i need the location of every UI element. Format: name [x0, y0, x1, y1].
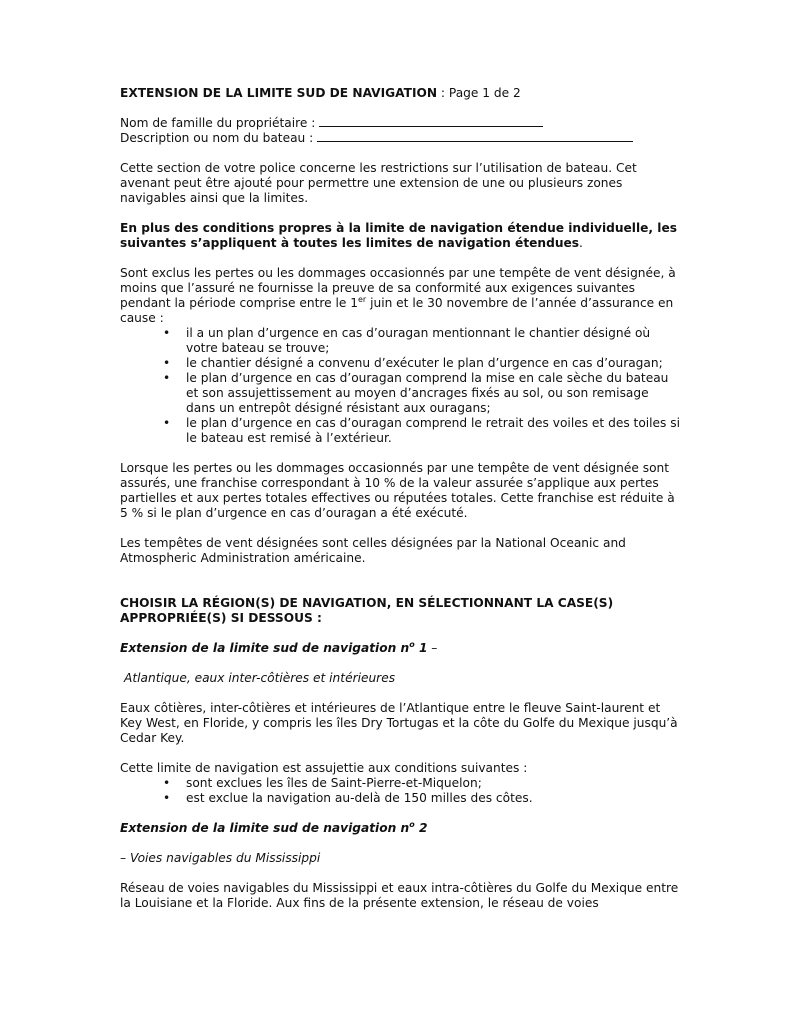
list-item — [120, 371, 680, 416]
general-conditions-period: . — [579, 236, 583, 250]
general-conditions-paragraph — [120, 221, 680, 251]
general-conditions-text: En plus des conditions propres à la limite de navigation étendue individuelle, les suivantes s’appliquent à toutes les limites de navigation étendues — [120, 221, 677, 250]
extension-1-heading-text: Extension de la limite sud de navigation n — [120, 641, 410, 655]
boat-description-blank[interactable] — [317, 131, 633, 142]
list-item — [120, 416, 680, 446]
list-item — [120, 791, 680, 806]
extension-2-heading-text: Extension de la limite sud de navigation n — [120, 821, 410, 835]
owner-name-blank[interactable] — [319, 116, 543, 127]
document-title: EXTENSION DE LA LIMITE SUD DE NAVIGATION — [120, 86, 438, 100]
extension-1-conditions-intro: Cette limite de navigation est assujettie aux conditions suivantes : — [120, 761, 528, 775]
extension-2-number: 2 — [414, 821, 428, 835]
owner-name-row — [120, 116, 680, 131]
extension-2-description: Réseau de voies navigables du Mississippi et eaux intra-côtières du Golfe du Mexique entre la Louisiane et la Floride. Aux fins de la présente extension, le réseau de voies — [120, 881, 679, 910]
extension-1-subtitle: Atlantique, eaux inter-côtières et intérieures — [124, 671, 396, 685]
extension-1-description: Eaux côtières, inter-côtières et intérieures de l’Atlantique entre le fleuve Saint-laurent et Key West, en Floride, y compris les îles Dry Tortugas et la côte du Golfe du Mexique jusqu’à Cedar Key. — [120, 701, 678, 745]
list-item — [120, 776, 680, 791]
exclusion-text-end: juin et le 30 novembre de l’année d’assurance en cause : — [120, 296, 674, 325]
bullet-icon: • — [163, 371, 171, 385]
bullet-icon: • — [163, 326, 171, 340]
page-header — [120, 86, 680, 101]
extension-1-heading — [120, 641, 680, 656]
bullet-icon: • — [163, 416, 171, 430]
document-page — [120, 86, 680, 911]
list-item — [120, 356, 680, 371]
extension-1-number: 1 — [414, 641, 428, 655]
extension-2-subtitle: – Voies navigables du Mississippi — [120, 851, 321, 865]
extension-2-superscript: o — [409, 820, 415, 829]
owner-name-label: Nom de famille du propriétaire : — [120, 116, 316, 130]
choose-region-heading: CHOISIR LA RÉGION(S) DE NAVIGATION, EN SÉLECTIONNANT LA CASE(S) APPROPRIÉE(S) SI DESSOUS : — [120, 596, 614, 625]
exclusion-superscript: er — [357, 295, 367, 304]
exclusion-text-start: Sont exclus les pertes ou les dommages occasionnés par une tempête de vent désignée, à moins que l’assuré ne fournisse la preuve de sa conformité aux exigences suivantes pendant la période comprise entre le 1 — [120, 266, 676, 310]
storms-definition-paragraph: Les tempêtes de vent désignées sont celles désignées par la National Oceanic and Atmospheric Administration américaine. — [120, 536, 626, 565]
bullet-icon: • — [163, 776, 171, 790]
extension-1-dash: – — [427, 641, 438, 655]
list-item-text: le chantier désigné a convenu d’exécuter le plan d’urgence en cas d’ouragan; — [186, 356, 663, 370]
extension-1-superscript: o — [409, 640, 415, 649]
list-item-text: sont exclues les îles de Saint-Pierre-et-Miquelon; — [186, 776, 482, 790]
extension-1-bullet-list — [120, 776, 680, 806]
list-item-text: est exclue la navigation au-delà de 150 milles des côtes. — [186, 791, 533, 805]
boat-description-label: Description ou nom du bateau : — [120, 131, 314, 145]
bullet-icon: • — [163, 356, 171, 370]
extension-2-heading — [120, 821, 680, 836]
header-separator: : — [437, 86, 449, 100]
boat-description-row — [120, 131, 680, 146]
list-item-text: le plan d’urgence en cas d’ouragan comprend le retrait des voiles et des toiles si le bateau est remisé à l’extérieur. — [186, 416, 681, 445]
list-item-text: le plan d’urgence en cas d’ouragan comprend la mise en cale sèche du bateau et son assujettissement au moyen d’ancrages fixés au sol, ou son remisage dans un entrepôt désigné résistant aux ouragans; — [186, 371, 669, 415]
bullet-icon: • — [163, 791, 171, 805]
exclusion-paragraph — [120, 266, 680, 326]
list-item-text: il a un plan d’urgence en cas d’ouragan mentionnant le chantier désigné où votre bateau se trouve; — [186, 326, 651, 355]
intro-paragraph: Cette section de votre police concerne les restrictions sur l’utilisation de bateau. Cet avenant peut être ajouté pour permettre une extension de une ou plusieurs zones navigables ainsi que la limites. — [120, 161, 637, 205]
deductible-paragraph: Lorsque les pertes ou les dommages occasionnés par une tempête de vent désignée sont assurés, une franchise correspondant à 10 % de la valeur assurée s’applique aux pertes partielles et aux pertes totales effectives ou réputées totales. Cette franchise est réduite à 5 % si le plan d’urgence en cas d’ouragan a été exécuté. — [120, 461, 675, 520]
exclusion-bullet-list — [120, 326, 680, 446]
page-number: Page 1 de 2 — [448, 86, 521, 100]
list-item — [120, 326, 680, 356]
